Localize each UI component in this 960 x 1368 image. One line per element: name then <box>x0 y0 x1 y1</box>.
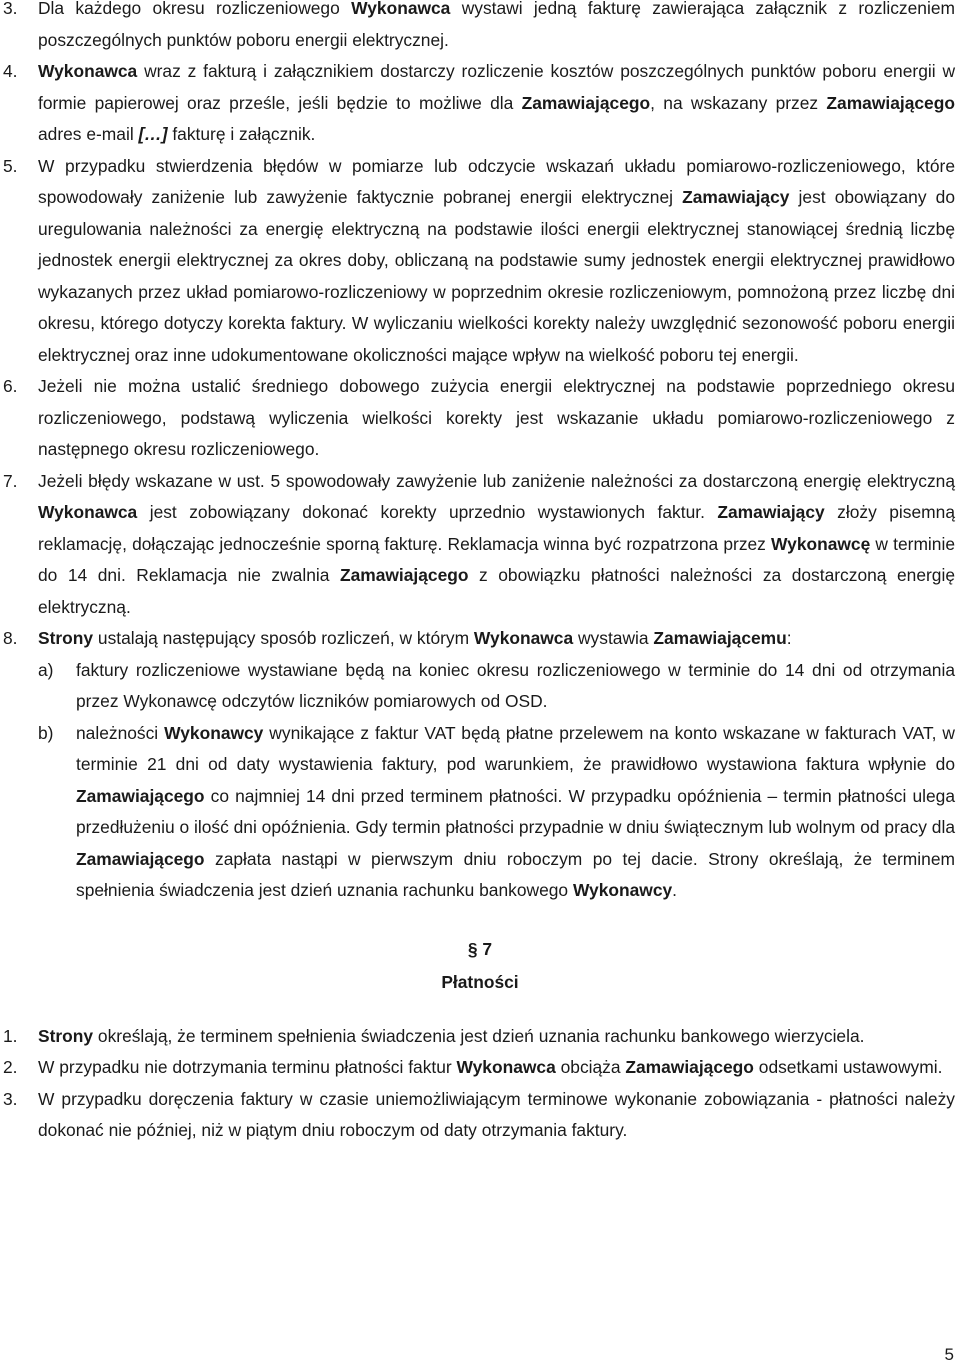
section-title: Płatności <box>441 971 519 992</box>
item-text: Dla każdego okresu rozliczeniowego Wykonawca wystawi jedną fakturę zawierająca załącznik z rozliczeniem poszczególnych punktów poboru energii elektrycznej. <box>38 0 955 50</box>
paragraph-item-1 <box>0 0 960 56</box>
sub-paragraph-list <box>0 655 960 907</box>
item-number: 4. <box>3 61 18 81</box>
item-number: 8. <box>3 628 18 648</box>
item-text: Wykonawca wraz z fakturą i załącznikiem dostarczy rozliczenie kosztów poszczególnych punktów poboru energii w formie papierowej oraz prześle, jeśli będzie to możliwe dla Zamawiającego, na wskazany przez Zamawiającego adres e-mail […] fakturę i załącznik. <box>38 61 955 144</box>
paragraph-list <box>0 0 960 655</box>
item-text: W przypadku nie dotrzymania terminu płatności faktur Wykonawca obciąża Zamawiającego odsetkami ustawowymi. <box>38 1057 943 1077</box>
item-text: W przypadku doręczenia faktury w czasie uniemożliwiającym terminowe wykonanie zobowiązania - płatności należy dokonać nie później, niż w piątym dniu roboczym od daty otrzymania faktury. <box>38 1088 955 1140</box>
item-text: Jeżeli błędy wskazane w ust. 5 spowodowały zawyżenie lub zaniżenie należności za dostarczoną energię elektryczną Wykonawca jest zobowiązany dokonać korekty uprzednio wystawionych faktur. Zamawiający złoży pisemną reklamację, dołączając jednocześnie sporną fakturę. Reklamacja winna być rozpatrzona przez Wykonawcę w terminie do 14 dni. Reklamacja nie zwalnia Zamawiającego z obowiązku płatności należności za dostarczoną energię elektryczną. <box>38 470 956 617</box>
item-number: 1. <box>3 1025 18 1046</box>
item-text: Jeżeli nie można ustalić średniego dobowego zużycia energii elektrycznej na podstawie poprzedniego okresu rozliczeniowego, podstawą wyliczenia wielkości korekty jest wskazanie układu pomiarowo-rozliczeniowego z następnego okresu rozliczeniowego. <box>38 376 955 459</box>
item-number: a) <box>38 659 54 680</box>
item-text: Strony określają, że terminem spełnienia świadczenia jest dzień uznania rachunku bankowego wierzyciela. <box>38 1025 865 1046</box>
paragraph-item-4 <box>0 371 960 466</box>
item-number: 3. <box>3 0 18 18</box>
paragraph-item-2 <box>0 56 960 151</box>
sub-item-2 <box>0 718 960 907</box>
item-number: 7. <box>3 470 18 491</box>
item-number: 2. <box>3 1057 18 1077</box>
item-text: faktury rozliczeniowe wystawiane będą na koniec okresu rozliczeniowego w terminie do 14 dni od otrzymania przez Wykonawcę odczytów liczników pomiarowych od OSD. <box>76 659 955 711</box>
payment-item-2 <box>0 1052 960 1084</box>
sub-item-1 <box>0 655 960 718</box>
item-number: 3. <box>3 1088 18 1109</box>
payment-item-1 <box>0 1021 960 1053</box>
item-text: W przypadku stwierdzenia błędów w pomiarze lub odczycie wskazań układu pomiarowo-rozliczeniowego, które spowodowały zaniżenie lub zawyżenie faktycznie pobranej energii elektrycznej Zamawiający jest obowiązany do uregulowania należności za energię elektryczną na podstawie ilości energii elektrycznej stanowiącej średnią liczbę jednostek energii elektrycznej za okres doby, obliczaną na podstawie sumy jednostek energii elektrycznej prawidłowo wykazanych przez układ pomiarowo-rozliczeniowy w poprzednim okresie rozliczeniowym, pomnożoną przez liczbę dni okresu, którego dotyczy korekta faktury. W wyliczaniu wielkości korekty należy uwzględnić sezonowość poboru energii elektrycznej oraz inne udokumentowane okoliczności mające wpływ na wielkość poboru tej energii. <box>38 155 955 365</box>
paragraph-list-payments <box>0 1021 960 1147</box>
payment-item-3 <box>0 1084 960 1147</box>
paragraph-item-5 <box>0 466 960 624</box>
item-number: 5. <box>3 155 18 176</box>
paragraph-item-3 <box>0 151 960 372</box>
item-text: Strony ustalają następujący sposób rozliczeń, w którym Wykonawca wystawia Zamawiającemu: <box>38 628 792 648</box>
item-number: 6. <box>3 376 18 396</box>
paragraph-item-6 <box>0 623 960 655</box>
item-text: należności Wykonawcy wynikające z faktur VAT będą płatne przelewem na konto wskazane w fakturach VAT, w terminie 21 dni od daty wystawienia faktury, pod warunkiem, że prawidłowo wystawiona faktura wpłynie do Zamawiającego co najmniej 14 dni przed terminem płatności. W przypadku opóźnienia – termin płatności ulega przedłużeniu o ilość dni opóźnienia. Gdy termin płatności przypadnie w dniu świątecznym lub wolnym od pracy dla Zamawiającego zapłata nastąpi w pierwszym dniu roboczym po tej dacie. Strony określają, że terminem spełnienia świadczenia jest dzień uznania rachunku bankowego Wykonawcy. <box>76 722 955 900</box>
item-number: b) <box>38 722 54 743</box>
page-number: 5 <box>944 1345 954 1364</box>
section-symbol: § 7 <box>467 938 493 959</box>
